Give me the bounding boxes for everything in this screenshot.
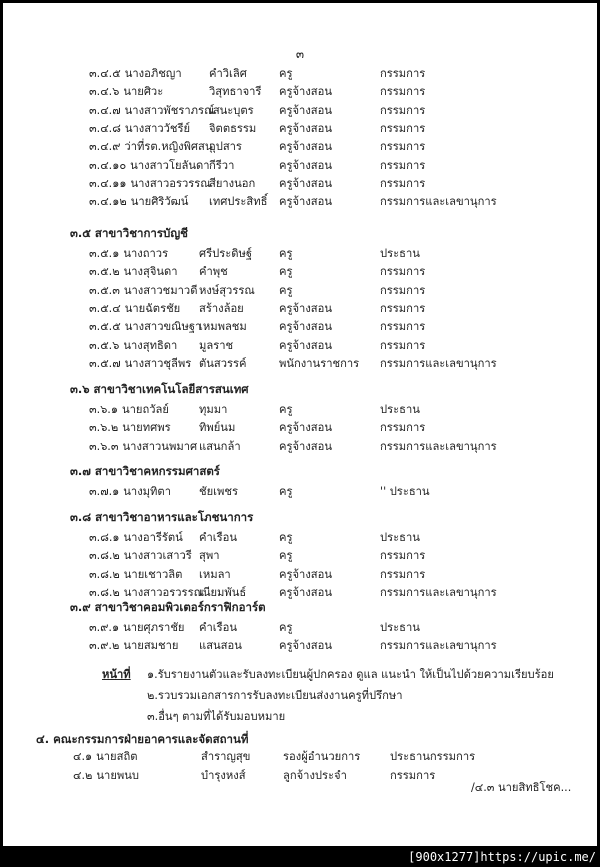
item-number: ๓.๕.๑ xyxy=(89,247,120,260)
last-name: จิตตธรรม xyxy=(209,121,257,135)
last-name: กีรีวา xyxy=(209,158,235,172)
item-number: ๓.๕.๒ xyxy=(89,265,120,279)
item-number: ๓.๖.๑ xyxy=(89,403,118,416)
position: ครู xyxy=(279,265,293,279)
item-number: ๓.๘.๒ xyxy=(89,549,120,563)
committee-role: กรรมการและเลขานุการ xyxy=(380,195,497,209)
first-name: นายเชาวลิต xyxy=(123,567,183,581)
committee-role: กรรมการ xyxy=(380,421,426,435)
continued-note: /๔.๓ นายสิทธิโชค... xyxy=(471,781,572,794)
item-number: ๓.๘.๒ xyxy=(89,567,120,581)
committee-role: ประธาน xyxy=(380,621,420,634)
position: ครูจ้างสอน xyxy=(279,421,332,435)
item-number: ๓.๘.๑ xyxy=(89,531,120,544)
committee-role: กรรมการ xyxy=(390,769,436,782)
committee-role: กรรมการ xyxy=(380,338,426,352)
position: ครู xyxy=(279,67,293,80)
position: รองผู้อำนวยการ xyxy=(283,750,361,763)
last-name: สร้างล้อย xyxy=(199,301,244,315)
first-name: นางสาวขณิษฐา xyxy=(124,320,202,334)
first-name: นางสุจินดา xyxy=(123,265,178,279)
last-name: หงษ์สุวรรณ xyxy=(199,283,255,297)
last-name: คำเรือน xyxy=(199,621,237,634)
item-number: ๔.๑ xyxy=(73,750,93,763)
committee-role: กรรมการ xyxy=(380,176,426,190)
first-name: นายสถิต xyxy=(96,750,138,763)
first-name: นางสาวอรวรรณ xyxy=(130,176,211,190)
committee-role: กรรมการ xyxy=(380,85,426,99)
first-name: นางอารีรัตน์ xyxy=(123,531,183,544)
position: ครู xyxy=(279,485,293,498)
position: ครู xyxy=(279,621,293,634)
first-name: นายศิริวัฒน์ xyxy=(130,195,189,209)
item-number: ๓.๔.๘ xyxy=(89,121,121,135)
first-name: นายทศพร xyxy=(122,421,171,435)
item-number: ๓.๖.๒ xyxy=(89,421,119,435)
first-name: นางสาวชมาวดี xyxy=(123,283,198,297)
position: ครู xyxy=(279,247,293,260)
item-number: ๓.๔.๑๒ xyxy=(89,195,127,209)
duties-label: หน้าที่ xyxy=(102,668,131,681)
section-title: ๓.๗ สาขาวิชาคหกรรมศาสตร์ xyxy=(70,464,220,478)
last-name: เหมลา xyxy=(199,567,231,581)
position: ครูจ้างสอน xyxy=(279,301,332,315)
first-name: นางสุทธิดา xyxy=(123,338,178,352)
committee-role: กรรมการ xyxy=(380,549,426,563)
last-name: วิสุทธาจารี xyxy=(209,85,262,99)
last-name: คำพุช xyxy=(199,265,228,279)
section-title: ๓.๘ สาขาวิชาอาหารและโภชนาการ xyxy=(70,510,254,524)
last-name: เหมพลชม xyxy=(199,320,247,334)
last-name: ศรีประดิษฐ์ xyxy=(199,247,253,260)
item-number: ๓.๕.๗ xyxy=(89,356,121,370)
committee-role: กรรมการ xyxy=(380,103,426,117)
position: ครูจ้างสอน xyxy=(279,439,332,453)
item-number: ๓.๕.๔ xyxy=(89,301,121,315)
last-name: ตันสวรรค์ xyxy=(199,356,247,370)
position: ครูจ้างสอน xyxy=(279,158,332,172)
position: พนักงานราชการ xyxy=(279,356,360,370)
position: ครูจ้างสอน xyxy=(279,639,332,653)
item-number: ๓.๕.๖ xyxy=(89,338,120,352)
last-name: ทุมมา xyxy=(199,403,228,416)
last-name: มูลราช xyxy=(199,338,234,352)
committee-role: กรรมการ xyxy=(380,265,426,279)
committee-role: ประธาน xyxy=(380,247,420,260)
last-name: แสนสอน xyxy=(199,639,242,653)
duty-item: ๓.อื่นๆ ตามที่ได้รับมอบหมาย xyxy=(147,710,286,723)
item-number: ๓.๕.๓ xyxy=(89,283,120,297)
first-name: นางสาวชุลีพร xyxy=(124,356,192,370)
duty-item: ๑.รับรายงานตัวและรับลงทะเบียนผู้ปกครอง ดูแล แนะนำ ให้เป็นไปด้วยความเรียบร้อย xyxy=(147,668,554,681)
item-number: ๓.๗.๑ xyxy=(89,485,120,498)
first-name: นางอภิชญา xyxy=(124,67,182,80)
first-name: นายสมชาย xyxy=(123,639,179,653)
committee-role: กรรมการและเลขานุการ xyxy=(380,356,497,370)
position: ครูจ้างสอน xyxy=(279,338,332,352)
first-name: นายศุภราชัย xyxy=(123,621,185,634)
last-name: แสนกล้า xyxy=(199,439,241,453)
position: ครูจ้างสอน xyxy=(279,195,332,209)
committee-role: กรรมการและเลขานุการ xyxy=(380,639,497,653)
position: ครูจ้างสอน xyxy=(279,85,332,99)
position: ครูจ้างสอน xyxy=(279,320,332,334)
last-name: เสนะบุตร xyxy=(209,103,254,117)
last-name: คำวิเลิศ xyxy=(209,67,247,80)
committee-role: กรรมการและเลขานุการ xyxy=(380,585,497,599)
section-title: ๓.๙ สาขาวิชาคอมพิวเตอร์กราฟิกอาร์ต xyxy=(70,600,266,614)
item-number: ๓.๔.๑๐ xyxy=(89,158,127,172)
position: ครูจ้างสอน xyxy=(279,585,332,599)
position: ครู xyxy=(279,403,293,416)
position: ครูจ้างสอน xyxy=(279,567,332,581)
item-number: ๓.๙.๑ xyxy=(89,621,120,634)
position: ครูจ้างสอน xyxy=(279,103,332,117)
item-number: ๓.๔.๖ xyxy=(89,85,120,99)
item-number: ๓.๔.๗ xyxy=(89,103,121,117)
first-name: นางมุทิตา xyxy=(123,485,171,498)
position: ครูจ้างสอน xyxy=(279,121,332,135)
document-page xyxy=(3,3,597,846)
committee-role: '' ประธาน xyxy=(380,485,430,498)
position: ครูจ้างสอน xyxy=(279,176,332,190)
item-number: ๔.๒ xyxy=(73,769,93,782)
item-number: ๓.๙.๒ xyxy=(89,639,120,653)
committee-role: กรรมการและเลขานุการ xyxy=(380,439,497,453)
committee-role: กรรมการ xyxy=(380,320,426,334)
last-name: สำราญสุข xyxy=(201,750,251,763)
last-name: สียางนอก xyxy=(209,176,256,190)
page-number: ๓ xyxy=(295,47,305,61)
first-name: นายศิวะ xyxy=(123,85,164,99)
first-name: นายฉัตรชัย xyxy=(124,301,181,315)
item-number: ๓.๖.๓ xyxy=(89,439,119,453)
last-name: อุปสาร xyxy=(209,140,242,154)
last-name: เทศประสิทธิ์ xyxy=(209,195,268,209)
item-number: ๓.๔.๕ xyxy=(89,67,121,80)
first-name: ว่าที่รต.หญิงพิศสนุ xyxy=(124,140,213,154)
committee-role: กรรมการ xyxy=(380,140,426,154)
last-name: เนียมพันธ์ xyxy=(199,585,247,599)
last-name: คำเรือน xyxy=(199,531,237,544)
first-name: นายถวัลย์ xyxy=(121,403,169,416)
position: ครูจ้างสอน xyxy=(279,140,332,154)
first-name: นายพนบ xyxy=(96,769,140,782)
duty-item: ๒.รวบรวมเอกสารการรับลงทะเบียนส่งงานครูที่ปรึกษา xyxy=(147,689,403,702)
item-number: ๓.๔.๑๑ xyxy=(89,176,127,190)
watermark: [900x1277]https://upic.me/ xyxy=(408,850,596,864)
last-name: บำรุงหงส์ xyxy=(201,769,246,782)
committee-role: กรรมการ xyxy=(380,158,426,172)
committee-role: กรรมการ xyxy=(380,67,426,80)
committee-role: กรรมการ xyxy=(380,301,426,315)
item-number: ๓.๕.๕ xyxy=(89,320,121,334)
first-name: นางสาวอรวรรณ xyxy=(123,585,204,599)
first-name: นางสาวเสาวรี xyxy=(123,549,192,563)
item-number: ๓.๘.๒ xyxy=(89,585,120,599)
position: ครู xyxy=(279,549,293,563)
committee-role: กรรมการ xyxy=(380,121,426,135)
committee-role: กรรมการ xyxy=(380,283,426,297)
committee-role: ประธาน xyxy=(380,531,420,544)
first-name: นางสาวโยลันดา xyxy=(130,158,210,172)
first-name: นางสาวพัชราภรณ์ xyxy=(124,103,215,117)
last-name: สุพา xyxy=(199,549,220,563)
section-title: ๓.๕ สาขาวิชาการบัญชี xyxy=(70,226,188,240)
first-name: นางสาวนพมาศ xyxy=(122,439,198,453)
last-name: ทิพย์นม xyxy=(199,421,236,435)
committee-role: กรรมการ xyxy=(380,567,426,581)
first-name: นางถาวร xyxy=(123,247,169,260)
section-4-title: ๔. คณะกรรมการฝ่ายอาคารและจัดสถานที่ xyxy=(36,732,249,746)
section-title: ๓.๖ สาขาวิชาเทคโนโลยีสารสนเทศ xyxy=(70,382,249,396)
position: ครู xyxy=(279,531,293,544)
position: ลูกจ้างประจำ xyxy=(283,769,347,782)
first-name: นางสาววัชรีย์ xyxy=(124,121,191,135)
position: ครู xyxy=(279,283,293,297)
committee-role: ประธาน xyxy=(380,403,420,416)
committee-role: ประธานกรรมการ xyxy=(390,750,476,763)
item-number: ๓.๔.๙ xyxy=(89,140,121,154)
last-name: ชัยเพชร xyxy=(199,485,238,498)
